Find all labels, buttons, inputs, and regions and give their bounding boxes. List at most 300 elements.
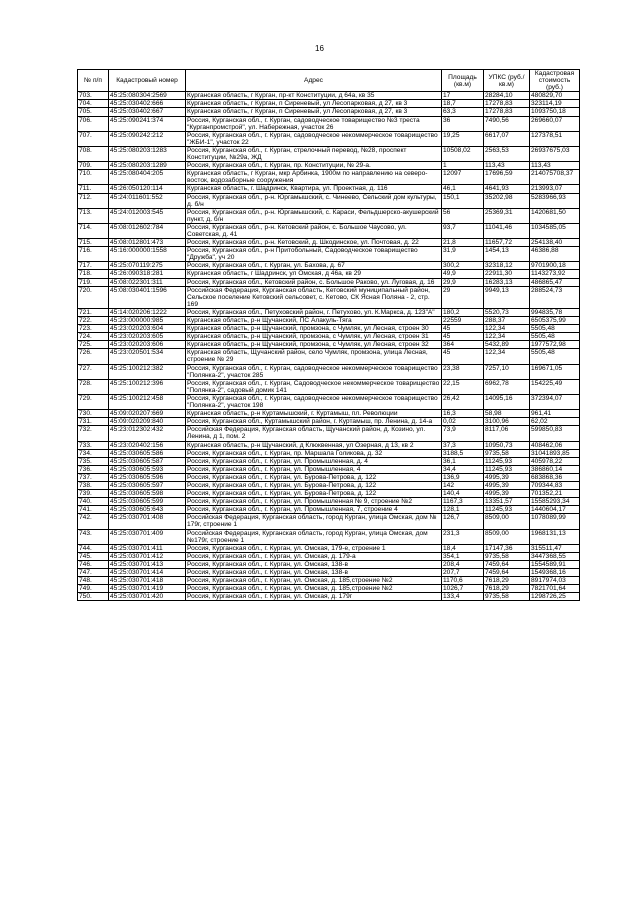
- row-number-cell: 704.: [78, 100, 109, 108]
- upks-cell: 8509,00: [484, 529, 530, 544]
- upks-cell: 3100,96: [484, 418, 530, 426]
- cadastral-value-cell: 1093750,18: [530, 108, 580, 116]
- address-cell: Курганская область, г Шадринск, ул Омская, д 46а, кв 29: [186, 270, 442, 278]
- table-row: [78, 457, 580, 465]
- address-cell: Курганская область, г Курган, п Сиреневый, ул Лесопарковая, д 27, кв 3: [186, 100, 442, 108]
- row-number-cell: 721.: [78, 308, 109, 316]
- cadastral-number-cell: 45:25:030701:411: [109, 544, 186, 552]
- address-cell: Россия, Курганская обл., г. Курган, ул. Омская, д. 185,строение №2: [186, 585, 442, 593]
- row-number-cell: 730.: [78, 410, 109, 418]
- header-cadastral-number: Кадастровый номер: [109, 70, 186, 92]
- upks-cell: 6617,07: [484, 131, 530, 146]
- header-row-number: № п/п: [78, 70, 109, 92]
- area-cell: 3188,5: [442, 449, 484, 457]
- cadastral-value-cell: 405978,22: [530, 457, 580, 465]
- cadastral-number-cell: 45:16:000000:1558: [109, 247, 186, 262]
- row-number-cell: 716.: [78, 247, 109, 262]
- upks-cell: 28284,10: [484, 92, 530, 100]
- cadastral-number-cell: 45:26:090318:281: [109, 270, 186, 278]
- address-cell: Курганская область, р-н Щучанский, промзона, с Чумляк, ул Лесная, строен 31: [186, 333, 442, 341]
- area-cell: 140,4: [442, 490, 484, 498]
- upks-cell: 14095,16: [484, 394, 530, 409]
- cadastral-number-cell: 45:25:030701:414: [109, 569, 186, 577]
- address-cell: Россия, Курганская обл., г. Курган, ул. Бахова, д. 67: [186, 262, 442, 270]
- cadastral-value-cell: 701352,21: [530, 490, 580, 498]
- upks-cell: 25369,31: [484, 208, 530, 223]
- table-row: [78, 560, 580, 568]
- area-cell: 231,3: [442, 529, 484, 544]
- cadastral-number-cell: 45:25:030701:413: [109, 560, 186, 568]
- table-body: [78, 92, 580, 601]
- table-row: [78, 270, 580, 278]
- row-number-cell: 720.: [78, 286, 109, 308]
- upks-cell: 17278,83: [484, 108, 530, 116]
- address-cell: Россия, Курганская обл., г. Курган, садоводческое товарищество №3 треста "Курганпромстрой", ул. Набережная, участок 26: [186, 116, 442, 131]
- address-cell: Курганская область, г Курган, п Сиреневый, ул Лесопарковая, д 27, кв 3: [186, 108, 442, 116]
- cadastral-value-cell: 154225,49: [530, 379, 580, 394]
- row-number-cell: 747.: [78, 569, 109, 577]
- address-cell: Россия, Курганская обл., Куртамышский район, г. Куртамыш, пр. Ленина, д. 14-а: [186, 418, 442, 426]
- address-cell: Курганская область, г Курган, пр-кт Конституции, д 64а, кв 35: [186, 92, 442, 100]
- area-cell: 10508,02: [442, 146, 484, 161]
- area-cell: 34,4: [442, 465, 484, 473]
- row-number-cell: 743.: [78, 529, 109, 544]
- cadastral-value-cell: 709344,83: [530, 481, 580, 489]
- area-cell: 22559: [442, 317, 484, 325]
- upks-cell: 58,98: [484, 410, 530, 418]
- table-row: [78, 593, 580, 601]
- table-row: [78, 131, 580, 146]
- row-number-cell: 713.: [78, 208, 109, 223]
- cadastral-number-cell: 45:25:080203:1283: [109, 146, 186, 161]
- area-cell: 21,8: [442, 239, 484, 247]
- cadastral-number-cell: 45:25:080404:205: [109, 170, 186, 185]
- area-cell: 46,1: [442, 185, 484, 193]
- address-cell: Россия, Курганская обл., р-н. Юргамышский, с. Чинеево, Сельский дом культуры, д. б/н: [186, 193, 442, 208]
- row-number-cell: 726.: [78, 349, 109, 364]
- area-cell: 17: [442, 92, 484, 100]
- cadastral-value-cell: 7821701,64: [530, 585, 580, 593]
- address-cell: Россия, Курганская обл., г. Курган, ул. Бурова-Петрова, д. 122: [186, 473, 442, 481]
- table-row: [78, 426, 580, 441]
- area-cell: 208,4: [442, 560, 484, 568]
- table-row: [78, 162, 580, 170]
- cadastral-value-cell: 214075708,37: [530, 170, 580, 185]
- area-cell: 133,4: [442, 593, 484, 601]
- upks-cell: 7490,56: [484, 116, 530, 131]
- area-cell: 93,7: [442, 223, 484, 238]
- upks-cell: 7459,64: [484, 560, 530, 568]
- cadastral-number-cell: 45:25:080203:1289: [109, 162, 186, 170]
- address-cell: Россия, Курганская обл., г. Курган, ул. Омская, д. 179-а: [186, 552, 442, 560]
- area-cell: 23,38: [442, 364, 484, 379]
- cadastral-number-cell: 45:23:020203:605: [109, 333, 186, 341]
- table-row: [78, 100, 580, 108]
- table-row: [78, 262, 580, 270]
- table-row: [78, 223, 580, 238]
- cadastral-number-cell: 45:08:012602:784: [109, 223, 186, 238]
- cadastral-number-cell: 45:25:090242:212: [109, 131, 186, 146]
- row-number-cell: 735.: [78, 457, 109, 465]
- row-number-cell: 717.: [78, 262, 109, 270]
- upks-cell: 5432,89: [484, 341, 530, 349]
- table-row: [78, 308, 580, 316]
- address-cell: Россия, Курганская обл., г. Курган, Садоводческое некоммерческое товарищество "Полянка-2", садовый домик 141: [186, 379, 442, 394]
- address-cell: Россия, Курганская обл., г. Курган, ул. Промышленная № 9, строение №2: [186, 498, 442, 506]
- cadastral-number-cell: 45:25:030402:667: [109, 108, 186, 116]
- cadastral-number-cell: 45:09:020207:669: [109, 410, 186, 418]
- row-number-cell: 748.: [78, 577, 109, 585]
- cadastral-value-cell: 269660,07: [530, 116, 580, 131]
- cadastral-value-cell: 1977572,98: [530, 341, 580, 349]
- address-cell: Россия, Курганская обл., г. Курган, ул. Омская, 179-е, строение 1: [186, 544, 442, 552]
- table-row: [78, 185, 580, 193]
- row-number-cell: 728.: [78, 379, 109, 394]
- cadastral-value-cell: 6505375,99: [530, 317, 580, 325]
- cadastral-number-cell: 45:23:000000:985: [109, 317, 186, 325]
- address-cell: Россия, Курганская обл., г. Курган, ул. Омская, 138-в: [186, 560, 442, 568]
- area-cell: 128,1: [442, 506, 484, 514]
- cadastral-value-cell: 127378,51: [530, 131, 580, 146]
- cadastral-number-cell: 45:23:012302:432: [109, 426, 186, 441]
- address-cell: Курганская область, р-н Щучанский, д Клюквенная, ул Озерная, д 13, кв 2: [186, 441, 442, 449]
- row-number-cell: 708.: [78, 146, 109, 161]
- table-row: [78, 529, 580, 544]
- table-row: [78, 544, 580, 552]
- area-cell: 31,9: [442, 247, 484, 262]
- upks-cell: 22911,30: [484, 270, 530, 278]
- table-row: [78, 286, 580, 308]
- upks-cell: 11657,72: [484, 239, 530, 247]
- table-row: [78, 379, 580, 394]
- page-number: 16: [315, 44, 324, 53]
- cadastral-value-cell: 386860,14: [530, 465, 580, 473]
- area-cell: 12097: [442, 170, 484, 185]
- row-number-cell: 718.: [78, 270, 109, 278]
- cadastral-value-cell: 15585293,34: [530, 498, 580, 506]
- upks-cell: 7618,29: [484, 577, 530, 585]
- cadastral-value-cell: 31041893,85: [530, 449, 580, 457]
- upks-cell: 13351,57: [484, 498, 530, 506]
- area-cell: 45: [442, 333, 484, 341]
- address-cell: Россия, Курганская обл., г. Курган, пр. Конституции, № 29-а.: [186, 162, 442, 170]
- cadastral-value-cell: 372394,07: [530, 394, 580, 409]
- upks-cell: 11245,93: [484, 465, 530, 473]
- upks-cell: 7618,29: [484, 585, 530, 593]
- cadastral-value-cell: 1078089,99: [530, 514, 580, 529]
- row-number-cell: 749.: [78, 585, 109, 593]
- area-cell: 56: [442, 208, 484, 223]
- address-cell: Россия, Курганская обл., р-н Притобольный, Садоводческое товарищество "Дружба", уч 20: [186, 247, 442, 262]
- row-number-cell: 725.: [78, 341, 109, 349]
- area-cell: 142: [442, 481, 484, 489]
- row-number-cell: 745.: [78, 552, 109, 560]
- cadastral-value-cell: 315511,47: [530, 544, 580, 552]
- upks-cell: 8117,06: [484, 426, 530, 441]
- upks-cell: 11041,46: [484, 223, 530, 238]
- area-cell: 45: [442, 349, 484, 364]
- cadastral-value-cell: 1420681,50: [530, 208, 580, 223]
- row-number-cell: 709.: [78, 162, 109, 170]
- header-cadastral-value: Кадастровая стоимость (руб.): [530, 70, 580, 92]
- cadastral-number-cell: 45:25:030701:420: [109, 593, 186, 601]
- table-row: [78, 325, 580, 333]
- upks-cell: 11245,93: [484, 506, 530, 514]
- table-row: [78, 506, 580, 514]
- area-cell: 26,42: [442, 394, 484, 409]
- cadastral-value-cell: 486865,47: [530, 278, 580, 286]
- area-cell: 1026,7: [442, 585, 484, 593]
- row-number-cell: 731.: [78, 418, 109, 426]
- area-cell: 16,3: [442, 410, 484, 418]
- upks-cell: 288,37: [484, 317, 530, 325]
- cadastral-value-cell: 5505,48: [530, 325, 580, 333]
- cadastral-number-cell: 45:25:030402:666: [109, 100, 186, 108]
- cadastral-value-cell: 9701900,18: [530, 262, 580, 270]
- cadastral-value-cell: 1143273,92: [530, 270, 580, 278]
- table-row: [78, 394, 580, 409]
- address-cell: Россия, Курганская обл., р-н. Юргамышский, с. Караси, Фельдшерско-акушерский пункт, д. б/н: [186, 208, 442, 223]
- area-cell: 29,9: [442, 278, 484, 286]
- header-row: [78, 70, 580, 92]
- address-cell: Российская Федерация, Курганская область, Кетовский муниципальный район, Сельское поселение Кетовский сельсовет, с. Кетово, СК Ясная Поляна - 2, стр. 169: [186, 286, 442, 308]
- area-cell: 63,3: [442, 108, 484, 116]
- row-number-cell: 738.: [78, 481, 109, 489]
- row-number-cell: 742.: [78, 514, 109, 529]
- row-number-cell: 703.: [78, 92, 109, 100]
- row-number-cell: 723.: [78, 325, 109, 333]
- upks-cell: 4995,39: [484, 481, 530, 489]
- area-cell: 18,4: [442, 544, 484, 552]
- cadastral-value-cell: 408462,06: [530, 441, 580, 449]
- cadastral-value-cell: 3447368,55: [530, 552, 580, 560]
- upks-cell: 6962,78: [484, 379, 530, 394]
- cadastral-number-cell: 45:09:020209:840: [109, 418, 186, 426]
- cadastral-number-cell: 45:25:030701:409: [109, 529, 186, 544]
- area-cell: 22,15: [442, 379, 484, 394]
- row-number-cell: 714.: [78, 223, 109, 238]
- address-cell: Курганская область, р-н Щучанский, ПС Алакуль-Тяга: [186, 317, 442, 325]
- area-cell: 36: [442, 116, 484, 131]
- area-cell: 207,7: [442, 569, 484, 577]
- cadastral-number-cell: 45:23:020501:534: [109, 349, 186, 364]
- cadastral-value-cell: 5505,48: [530, 349, 580, 364]
- row-number-cell: 722.: [78, 317, 109, 325]
- cadastral-number-cell: 45:08:030401:1596: [109, 286, 186, 308]
- row-number-cell: 734.: [78, 449, 109, 457]
- address-cell: Курганская область, г. Шадринск, Квартира, ул. Проектная, д. 116: [186, 185, 442, 193]
- row-number-cell: 740.: [78, 498, 109, 506]
- cadastral-value-cell: 1440604,17: [530, 506, 580, 514]
- area-cell: 45: [442, 325, 484, 333]
- cadastral-value-cell: 599850,83: [530, 426, 580, 441]
- table-row: [78, 410, 580, 418]
- table-row: [78, 193, 580, 208]
- upks-cell: 4641,93: [484, 185, 530, 193]
- row-number-cell: 727.: [78, 364, 109, 379]
- upks-cell: 8509,00: [484, 514, 530, 529]
- cadastral-value-cell: 5505,48: [530, 333, 580, 341]
- upks-cell: 113,43: [484, 162, 530, 170]
- table-row: [78, 441, 580, 449]
- row-number-cell: 710.: [78, 170, 109, 185]
- table-row: [78, 569, 580, 577]
- cadastral-number-cell: 45:25:030605:597: [109, 481, 186, 489]
- area-cell: 36,1: [442, 457, 484, 465]
- cadastral-value-cell: 683868,36: [530, 473, 580, 481]
- row-number-cell: 746.: [78, 560, 109, 568]
- upks-cell: 122,34: [484, 325, 530, 333]
- row-number-cell: 712.: [78, 193, 109, 208]
- cadastral-number-cell: 45:25:030605:598: [109, 490, 186, 498]
- address-cell: Россия, Курганская обл., г. Курган, ул. Омская, 138-в: [186, 569, 442, 577]
- cadastral-registry-table: [77, 69, 580, 601]
- cadastral-number-cell: 45:25:030701:418: [109, 577, 186, 585]
- table-row: [78, 278, 580, 286]
- cadastral-number-cell: 45:25:030605:586: [109, 449, 186, 457]
- upks-cell: 5520,73: [484, 308, 530, 316]
- upks-cell: 122,34: [484, 333, 530, 341]
- address-cell: Россия, Курганская обл., г. Курган, ул. Бурова-Петрова, д. 122: [186, 481, 442, 489]
- cadastral-value-cell: 1968131,13: [530, 529, 580, 544]
- table-row: [78, 418, 580, 426]
- row-number-cell: 729.: [78, 394, 109, 409]
- upks-cell: 17696,59: [484, 170, 530, 185]
- table-row: [78, 317, 580, 325]
- area-cell: 136,9: [442, 473, 484, 481]
- table-row: [78, 333, 580, 341]
- table-row: [78, 490, 580, 498]
- area-cell: 37,3: [442, 441, 484, 449]
- table-row: [78, 465, 580, 473]
- cadastral-number-cell: 45:25:030701:408: [109, 514, 186, 529]
- cadastral-number-cell: 45:25:100212:382: [109, 364, 186, 379]
- upks-cell: 35202,98: [484, 193, 530, 208]
- upks-cell: 9735,58: [484, 593, 530, 601]
- cadastral-number-cell: 45:25:030605:596: [109, 473, 186, 481]
- upks-cell: 1454,13: [484, 247, 530, 262]
- address-cell: Курганская область, р-н Щучанский, промзона, с Чумляк, ул Лесная, строен 32: [186, 341, 442, 349]
- area-cell: 150,1: [442, 193, 484, 208]
- address-cell: Россия, Курганская обл., г. Курган, стрелочный перевод, №28, проспект Конституции, №29а, ЖД: [186, 146, 442, 161]
- area-cell: 126,7: [442, 514, 484, 529]
- cadastral-value-cell: 288524,73: [530, 286, 580, 308]
- address-cell: Россия, Курганская обл., г. Курган, садоводческое некоммерческое товарищество "Полянка-2", участок 198: [186, 394, 442, 409]
- header-upks: УПКС (руб./кв.м): [484, 70, 530, 92]
- address-cell: Россия, Курганская обл., г. Курган, ул. Омская, д. 185,строение №2: [186, 577, 442, 585]
- cadastral-number-cell: 45:25:090241:374: [109, 116, 186, 131]
- cadastral-number-cell: 45:08:022301:311: [109, 278, 186, 286]
- cadastral-value-cell: 113,43: [530, 162, 580, 170]
- table-row: [78, 108, 580, 116]
- address-cell: Курганская область, р-н Щучанский, промзона, с Чумляк, ул Лесная, строен 30: [186, 325, 442, 333]
- cadastral-number-cell: 45:25:030701:419: [109, 585, 186, 593]
- address-cell: Курганская область, р-н Куртамышский, г. Куртамыш, пл. Революции: [186, 410, 442, 418]
- area-cell: 354,1: [442, 552, 484, 560]
- table-row: [78, 577, 580, 585]
- area-cell: 29: [442, 286, 484, 308]
- area-cell: 1167,3: [442, 498, 484, 506]
- cadastral-number-cell: 45:25:030605:599: [109, 498, 186, 506]
- table-header: [78, 70, 580, 92]
- cadastral-number-cell: 45:25:100212:458: [109, 394, 186, 409]
- address-cell: Россия, Курганская обл., г. Курган, пр. Маршала Голикова, д. 32: [186, 449, 442, 457]
- address-cell: Россия, Курганская обл., г. Курган, ул. Промышленная, 4: [186, 465, 442, 473]
- upks-cell: 9949,13: [484, 286, 530, 308]
- area-cell: 0,02: [442, 418, 484, 426]
- area-cell: 18,7: [442, 100, 484, 108]
- row-number-cell: 715.: [78, 239, 109, 247]
- row-number-cell: 733.: [78, 441, 109, 449]
- address-cell: Россия, Курганская обл., г. Курган, ул. Промышленная, д. 4: [186, 457, 442, 465]
- area-cell: 364: [442, 341, 484, 349]
- cadastral-value-cell: 169671,05: [530, 364, 580, 379]
- row-number-cell: 739.: [78, 490, 109, 498]
- table-row: [78, 514, 580, 529]
- cadastral-number-cell: 45:26:050120:114: [109, 185, 186, 193]
- cadastral-number-cell: 45:25:030605:587: [109, 457, 186, 465]
- cadastral-value-cell: 1298726,25: [530, 593, 580, 601]
- cadastral-number-cell: 45:25:030701:412: [109, 552, 186, 560]
- cadastral-value-cell: 254138,40: [530, 239, 580, 247]
- address-cell: Россия, Курганская обл., р-н. Кетовский район, с. Большое Чаусово, ул. Советская, д. 41: [186, 223, 442, 238]
- cadastral-value-cell: 1554589,91: [530, 560, 580, 568]
- header-address: Адрес: [186, 70, 442, 92]
- cadastral-number-cell: 45:23:020203:604: [109, 325, 186, 333]
- table-row: [78, 481, 580, 489]
- cadastral-number-cell: 45:25:030605:593: [109, 465, 186, 473]
- cadastral-number-cell: 45:23:020402:156: [109, 441, 186, 449]
- address-cell: Россия, Курганская обл., р-н. Кетовский, д. Шкодинское, ул. Почтовая, д. 22: [186, 239, 442, 247]
- table-row: [78, 247, 580, 262]
- address-cell: Курганская область, Щучанский район, село Чумляк, промзона, улица Лесная, строение № 29: [186, 349, 442, 364]
- table-row: [78, 473, 580, 481]
- upks-cell: 32318,12: [484, 262, 530, 270]
- row-number-cell: 711.: [78, 185, 109, 193]
- row-number-cell: 707.: [78, 131, 109, 146]
- upks-cell: 7459,64: [484, 569, 530, 577]
- address-cell: Курганская область, г Курган, мкр Арбинка, 1900м по направлению на северо-восток, водозаборные сооружения: [186, 170, 442, 185]
- address-cell: Россия, Курганская обл., г. Курган, садоводческое некоммерческое товарищество "Полянка-2", участок 285: [186, 364, 442, 379]
- table-row: [78, 239, 580, 247]
- cadastral-value-cell: 213993,07: [530, 185, 580, 193]
- cadastral-number-cell: 45:08:012801:473: [109, 239, 186, 247]
- address-cell: Россия, Курганская обл., Кетовский район, с. Большое Раково, ул. Луговая, д. 16: [186, 278, 442, 286]
- area-cell: 1: [442, 162, 484, 170]
- address-cell: Россия, Курганская обл., г. Курган, садоводческое некоммерческое товарищество "ЖБИ-1", участок 22: [186, 131, 442, 146]
- cadastral-number-cell: 45:24:012003:545: [109, 208, 186, 223]
- row-number-cell: 736.: [78, 465, 109, 473]
- cadastral-number-cell: 45:25:080304:2569: [109, 92, 186, 100]
- cadastral-value-cell: 323114,19: [530, 100, 580, 108]
- address-cell: Россия, Курганская обл., г. Курган, ул. Омская, д. 179г: [186, 593, 442, 601]
- table-row: [78, 364, 580, 379]
- row-number-cell: 744.: [78, 544, 109, 552]
- address-cell: Россия, Курганская обл., Петуховский район, г. Петухово, ул. К.Маркса, д. 123"А": [186, 308, 442, 316]
- cadastral-value-cell: 5283966,93: [530, 193, 580, 208]
- upks-cell: 122,34: [484, 349, 530, 364]
- address-cell: Россия, Курганская обл., г. Курган, ул. Бурова-Петрова, д. 122: [186, 490, 442, 498]
- cadastral-value-cell: 1034585,05: [530, 223, 580, 238]
- area-cell: 300,2: [442, 262, 484, 270]
- cadastral-value-cell: 8917974,03: [530, 577, 580, 585]
- area-cell: 49,9: [442, 270, 484, 278]
- upks-cell: 17147,36: [484, 544, 530, 552]
- upks-cell: 4995,39: [484, 490, 530, 498]
- row-number-cell: 741.: [78, 506, 109, 514]
- cadastral-value-cell: 46386,88: [530, 247, 580, 262]
- upks-cell: 11245,93: [484, 457, 530, 465]
